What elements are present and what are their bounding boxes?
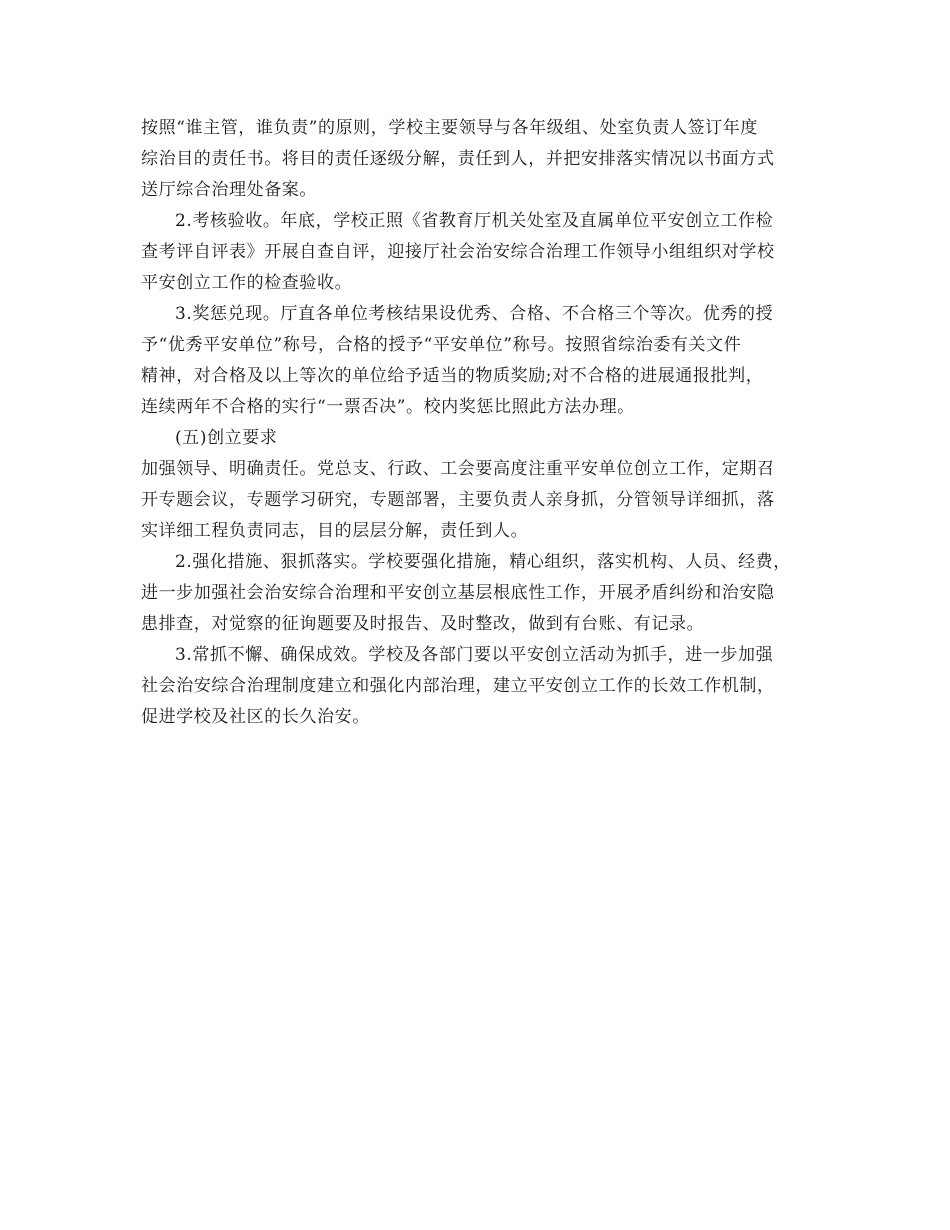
text-line: 患排查，对觉察的征询题要及时报告、及时整改，做到有台账、有记录。 <box>141 614 705 634</box>
section-heading <box>141 423 831 454</box>
text-line: 送厅综合治理处备案。 <box>141 180 317 200</box>
text-line: 查考评自评表》开展自查自评，迎接厅社会治安综合治理工作领导小组组织对学校 <box>141 242 775 262</box>
text-line: 促进学校及社区的长久治安。 <box>141 707 370 727</box>
text-line: (五)创立要求 <box>175 428 278 448</box>
text-line: 实详细工程负责同志，目的层层分解，责任到人。 <box>141 521 529 541</box>
paragraph-effectiveness <box>141 640 831 733</box>
text-line: 综治目的责任书。将目的责任逐级分解，责任到人，并把安排落实情况以书面方式 <box>141 149 775 169</box>
paragraph-measures <box>141 547 831 640</box>
text-line: 社会治安综合治理制度建立和强化内部治理，建立平安创立工作的长效工作机制， <box>141 676 775 696</box>
text-line: 3.奖惩兑现。厅直各单位考核结果设优秀、合格、不合格三个等次。优秀的授 <box>175 304 774 324</box>
text-line: 3.常抓不懈、确保成效。学校及各部门要以平安创立活动为抓手，进一步加强 <box>175 645 774 665</box>
paragraph-responsibility-book <box>141 113 831 206</box>
paragraph-assessment <box>141 206 831 299</box>
text-line: 2.考核验收。年底，学校正照《省教育厅机关处室及直属单位平安创立工作检 <box>175 211 774 231</box>
text-line: 按照“谁主管，谁负责”的原则，学校主要领导与各年级组、处室负责人签订年度 <box>141 118 758 138</box>
paragraph-leadership <box>141 454 831 547</box>
text-line: 予“优秀平安单位”称号，合格的授予“平安单位”称号。按照省综治委有关文件 <box>141 335 742 355</box>
paragraph-rewards <box>141 299 831 423</box>
text-line: 2.强化措施、狠抓落实。学校要强化措施，精心组织，落实机构、人员、经费， <box>175 552 791 572</box>
text-line: 进一步加强社会治安综合治理和平安创立基层根底性工作，开展矛盾纠纷和治安隐 <box>141 583 775 603</box>
text-line: 连续两年不合格的实行“一票否决”。校内奖惩比照此方法办理。 <box>141 397 635 417</box>
document-body <box>141 113 831 733</box>
text-line: 加强领导、明确责任。党总支、行政、工会要高度注重平安单位创立工作，定期召 <box>141 459 775 479</box>
text-line: 开专题会议，专题学习研究，专题部署，主要负责人亲身抓，分管领导详细抓，落 <box>141 490 775 510</box>
text-line: 平安创立工作的检查验收。 <box>141 273 353 293</box>
text-line: 精神，对合格及以上等次的单位给予适当的物质奖励;对不合格的进展通报批判， <box>141 366 764 386</box>
